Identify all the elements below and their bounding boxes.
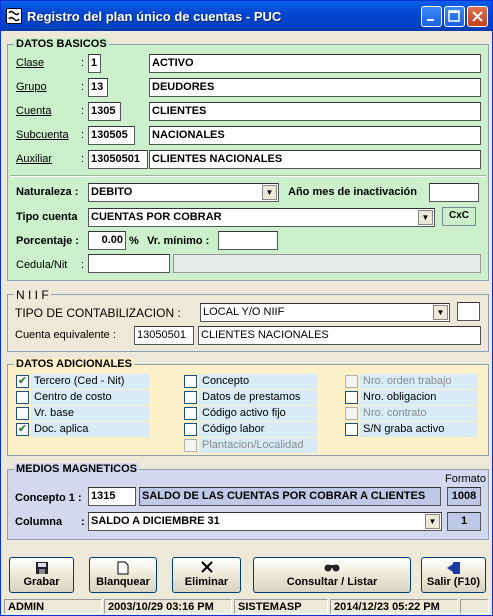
cedula-label: Cedula/Nit [16,259,68,271]
salir-label: Salir (F10) [426,576,481,588]
formato-value: 1008 [447,487,481,506]
codigo-activo-fijo-label: Código activo fijo [199,406,317,421]
status-bar [2,598,491,615]
datos-adicionales-title: DATOS ADICIONALES [16,358,132,370]
cuenta-label: Cuenta [16,105,52,117]
status-date-created: 2003/10/29 03:16 PM [104,599,232,614]
colon-sep: : [81,259,85,271]
doc-aplica-label: Doc. aplica [31,422,149,437]
app-icon [6,8,22,24]
orden-trabajo-checkbox [345,375,358,388]
orden-trabajo-label: Nro. orden trabajo [360,374,478,389]
cuenta-code-input[interactable]: 1305 [88,102,121,121]
grabar-button[interactable] [9,557,74,593]
minimize-icon [422,7,441,26]
title-bar[interactable] [1,1,492,31]
subcuenta-label: Subcuenta [16,129,69,141]
check-icon: ✔ [17,375,28,387]
nro-contrato-label: Nro. contrato [360,406,478,421]
check-icon: ✔ [17,423,28,435]
plantacion-checkbox [184,439,197,452]
codigo-labor-label: Código labor [199,422,317,437]
subcuenta-code-input[interactable]: 130505 [88,126,135,145]
grupo-code-input[interactable]: 13 [88,78,108,97]
centro-costo-checkbox[interactable] [16,391,29,404]
nro-obligacion-label: Nro. obligacion [360,390,478,405]
chevron-down-icon[interactable]: ▼ [418,210,433,225]
blank-page-icon [90,561,156,575]
grabar-label: Grabar [23,576,60,588]
salir-button[interactable] [421,557,486,593]
chevron-down-icon[interactable]: ▼ [425,514,440,529]
nro-contrato-checkbox [345,407,358,420]
close-button[interactable] [467,6,488,27]
tercero-label: Tercero (Ced - Nit) [31,374,149,389]
tipo-cuenta-value: CUENTAS POR COBRAR [91,211,222,223]
grupo-desc-input[interactable]: DEUDORES [149,78,481,97]
cuenta-desc-input[interactable]: CLIENTES [149,102,481,121]
window-title: Registro del plan único de cuentas - PUC [27,9,282,24]
tercero-checkbox[interactable] [16,375,29,388]
tipo-contabilizacion-label: TIPO DE CONTABILIZACION : [15,306,181,320]
vr-base-label: Vr. base [31,406,149,421]
status-date-modified: 2014/12/23 05:22 PM [330,599,458,614]
inactivacion-label: Año mes de inactivación [288,186,417,198]
status-extra [460,599,489,614]
plantacion-label: Plantacion/Localidad [199,438,317,453]
tipo-cuenta-select[interactable] [88,208,435,227]
consultar-listar-label: Consultar / Listar [286,576,378,588]
colon-sep: : [81,129,85,141]
doc-aplica-checkbox[interactable] [16,423,29,436]
tipo-contabilizacion-select[interactable] [200,303,450,322]
cuenta-equivalente-desc[interactable]: CLIENTES NACIONALES [198,326,481,345]
formato-label: Formato [445,473,486,485]
tipo-cuenta-code: CxC [442,207,476,226]
nro-obligacion-checkbox[interactable] [345,391,358,404]
auxiliar-label: Auxiliar [16,153,53,165]
grupo-label: Grupo [16,81,47,93]
vr-base-checkbox[interactable] [16,407,29,420]
colon-sep: : [81,57,85,69]
concepto-1-label: Concepto 1 : [15,492,82,504]
maximize-button[interactable] [444,6,465,27]
niif-title: N I I F [16,288,49,302]
datos-prestamos-checkbox[interactable] [184,391,197,404]
close-icon [468,7,487,26]
minimize-button[interactable] [421,6,442,27]
cedula-input[interactable] [88,254,170,273]
consultar-listar-button[interactable] [253,557,411,593]
basicos-divider [10,175,486,177]
colon-sep: : [81,81,85,93]
columna-label: Columna [15,516,63,528]
auxiliar-code-input[interactable]: 13050501 [88,150,148,169]
columna-value: SALDO A DICIEMBRE 31 [91,515,220,527]
subcuenta-desc-input[interactable]: NACIONALES [149,126,481,145]
niif-extra-input[interactable] [457,302,480,321]
exit-icon [422,561,485,575]
cuenta-equivalente-label: Cuenta equivalente : [15,329,116,341]
datos-prestamos-label: Datos de prestamos [199,390,317,405]
medios-magneticos-title: MEDIOS MAGNETICOS [16,463,138,475]
vr-minimo-input[interactable] [218,231,278,250]
graba-activo-label: S/N graba activo [360,422,478,437]
naturaleza-select[interactable] [88,183,279,202]
clase-desc-input[interactable]: ACTIVO [149,54,481,73]
eliminar-button[interactable] [172,557,241,593]
tipo-contabilizacion-value: LOCAL Y/O NIIF [203,306,285,318]
concepto-code-input[interactable]: 1315 [88,487,136,506]
naturaleza-label: Naturaleza : [16,186,79,198]
blanquear-button[interactable] [89,557,157,593]
percent-sign: % [129,235,139,247]
auxiliar-desc-input[interactable]: CLIENTES NACIONALES [149,150,481,169]
centro-costo-label: Centro de costo [31,390,149,405]
chevron-down-icon[interactable]: ▼ [433,305,448,320]
tipo-cuenta-label: Tipo cuenta [16,211,78,223]
colon-sep: : [81,153,85,165]
status-user: ADMIN [4,599,102,614]
maximize-icon [445,7,464,26]
datos-basicos-title: DATOS BASICOS [16,38,107,50]
graba-activo-checkbox[interactable] [345,423,358,436]
clase-code-input[interactable]: 1 [88,54,101,73]
inactivacion-input[interactable] [429,183,479,202]
cedula-nombre-field [173,254,481,273]
cuenta-equivalente-code[interactable]: 13050501 [134,326,194,345]
columna-num: 1 [447,512,481,531]
floppy-icon [10,561,73,575]
naturaleza-value: DEBITO [91,186,133,198]
x-icon [173,561,240,575]
concepto-checkbox[interactable] [184,375,197,388]
chevron-down-icon[interactable]: ▼ [262,185,277,200]
blanquear-label: Blanquear [96,576,150,588]
eliminar-label: Eliminar [184,576,229,588]
columna-select[interactable] [88,512,442,531]
vr-minimo-label: Vr. mínimo : [147,235,210,247]
concepto-label: Concepto [199,374,317,389]
porcentaje-input[interactable]: 0.00 [88,231,126,250]
codigo-labor-checkbox[interactable] [184,423,197,436]
colon-sep: : [81,105,85,117]
concepto-desc-field: SALDO DE LAS CUENTAS POR COBRAR A CLIENTES [139,487,441,506]
codigo-activo-fijo-checkbox[interactable] [184,407,197,420]
clase-label: Clase [16,57,45,69]
status-system: SISTEMASP [234,599,328,614]
colon-sep: : [81,516,85,528]
binoculars-icon [254,561,410,575]
porcentaje-label: Porcentaje : [16,235,79,247]
